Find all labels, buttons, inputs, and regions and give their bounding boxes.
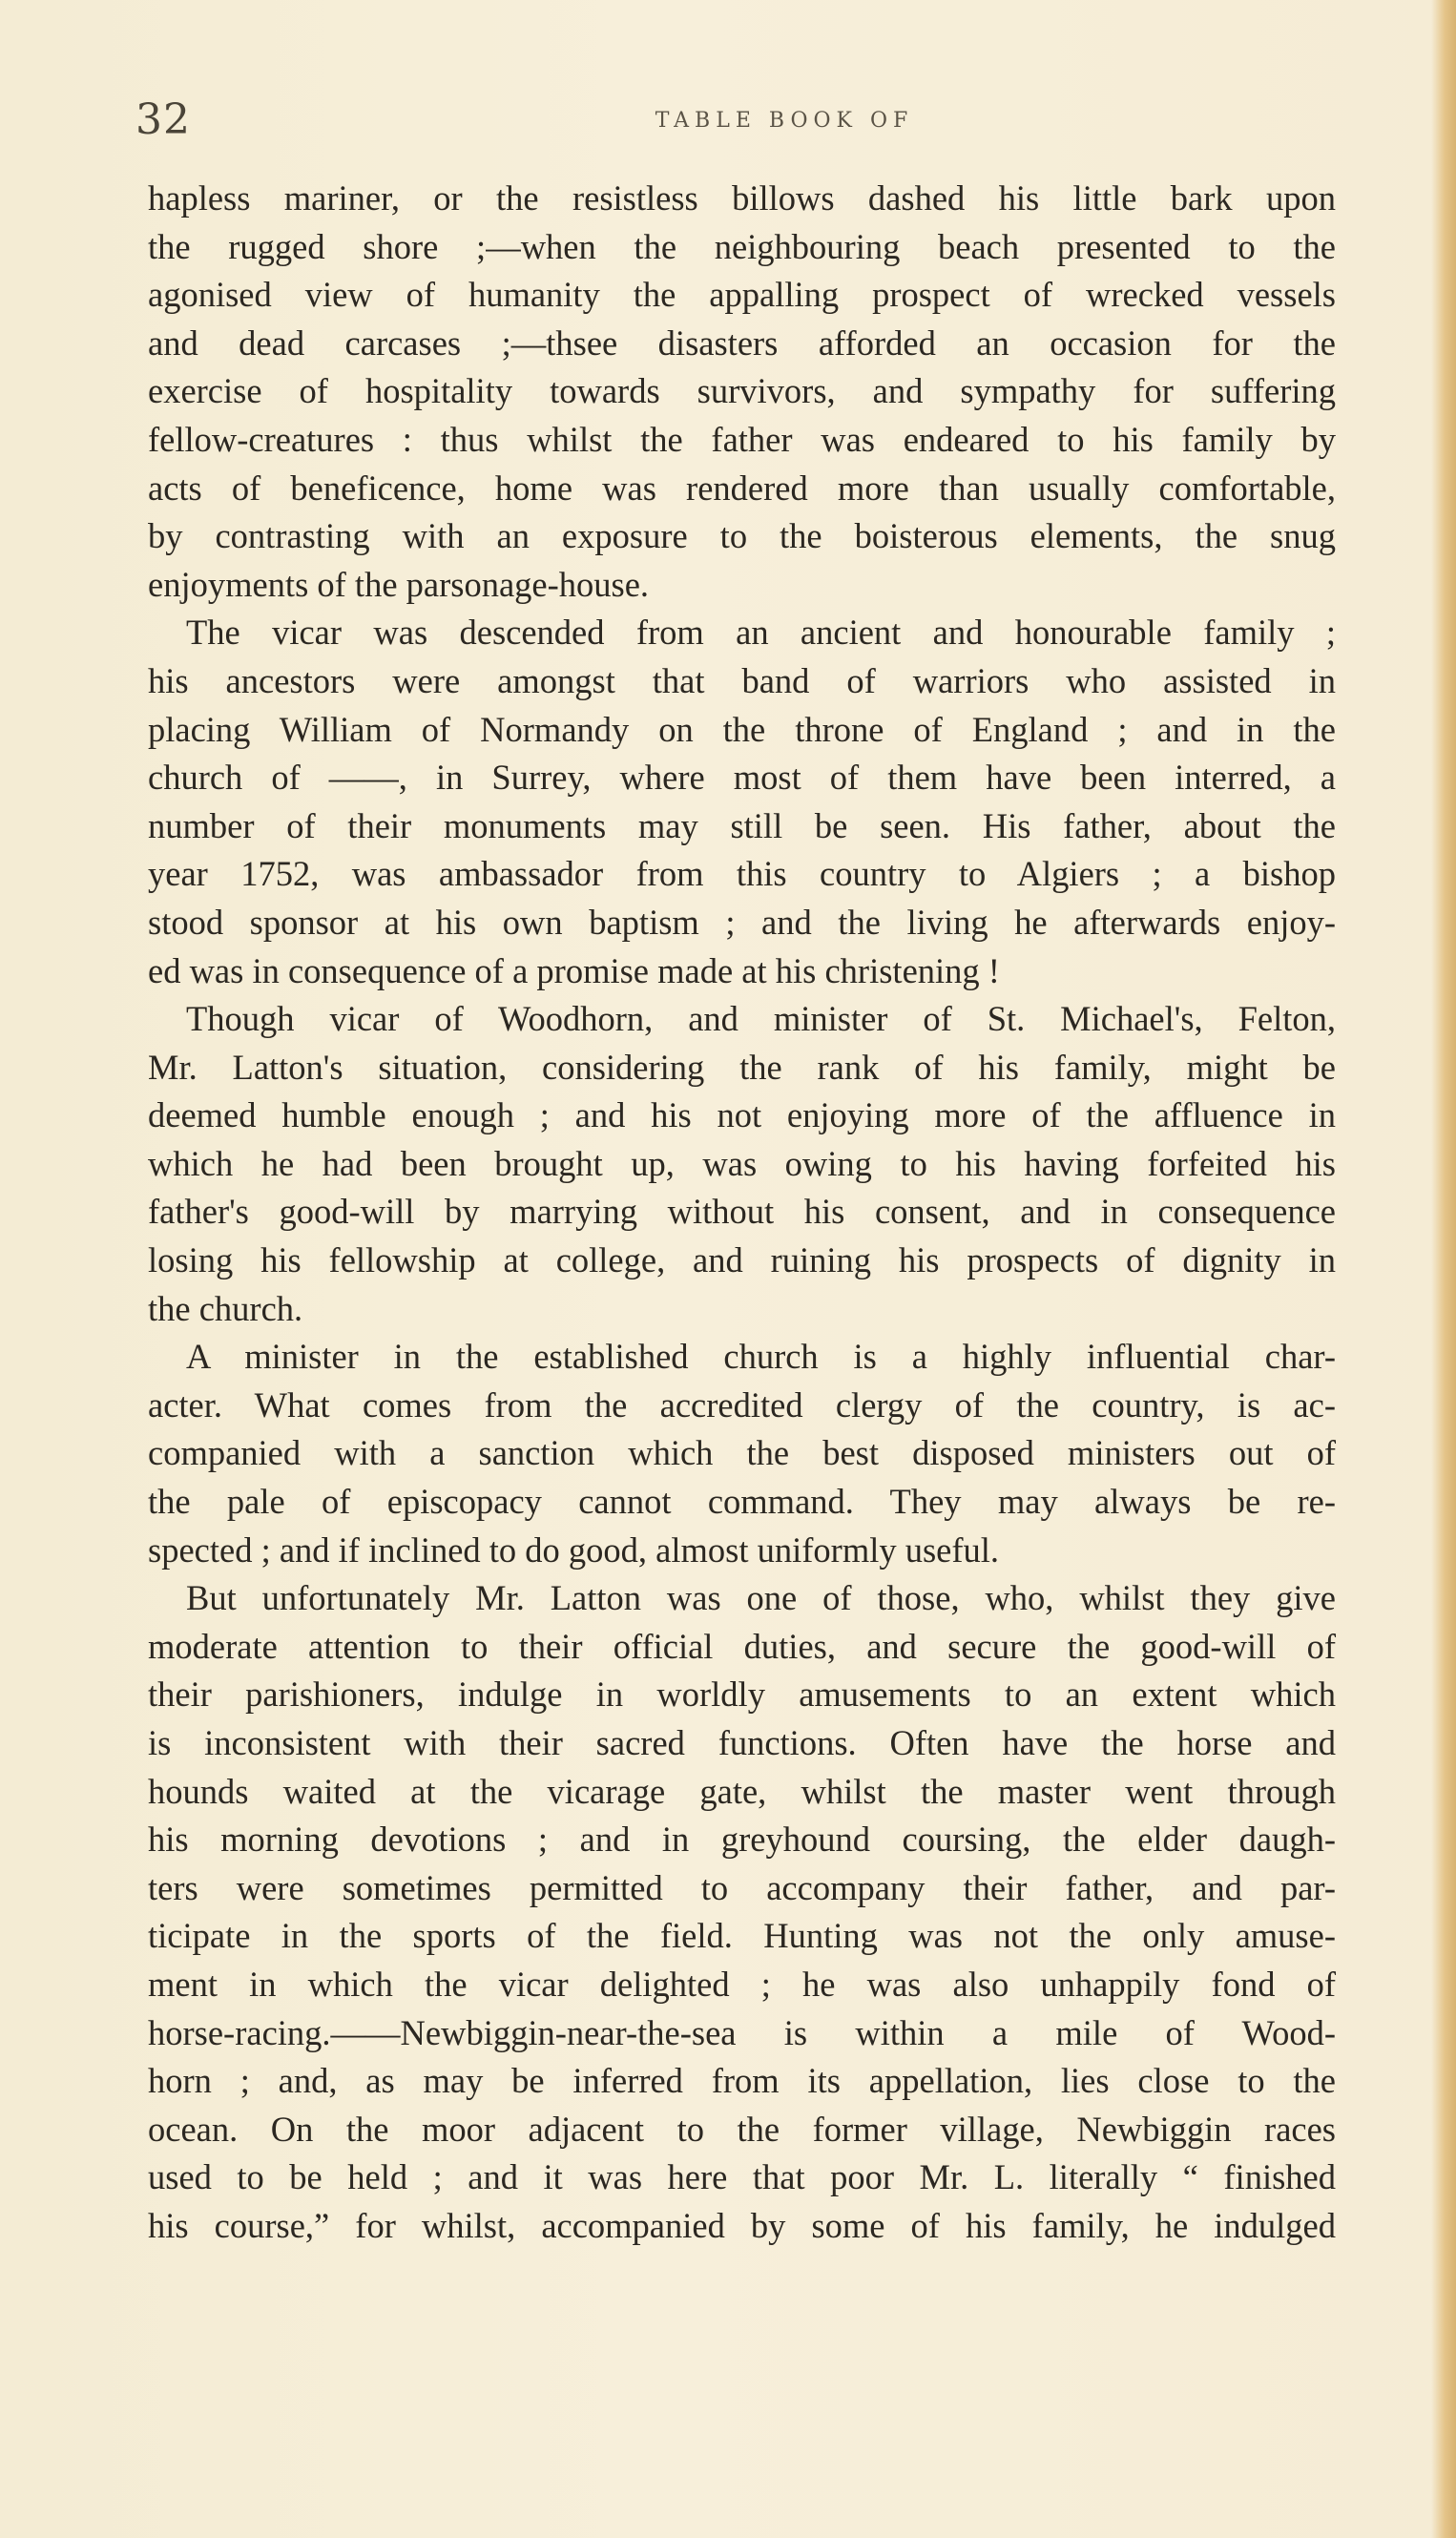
text-line: is inconsistent with their sacred functions. Often have the horse and (148, 1723, 1336, 1762)
text-line: enjoyments of the parsonage-house. (148, 564, 650, 604)
text-line: stood sponsor at his own baptism ; and the living he afterwards enjoy- (148, 902, 1336, 942)
text-line: agonised view of humanity the appalling prospect of wrecked vessels (148, 275, 1336, 315)
text-line: A minister in the established church is a highly influential char- (186, 1337, 1336, 1377)
text-line: the rugged shore ;—when the neighbouring beach presented to the (148, 226, 1336, 266)
text-line: ocean. On the moor adjacent to the former village, Newbiggin races (148, 2109, 1336, 2149)
text-line: spected ; and if inclined to do good, almost uniformly useful. (148, 1529, 1000, 1570)
text-line: ment in which the vicar delighted ; he was also unhappily fond of (148, 1964, 1336, 2004)
text-line: and dead carcases ;—thsee disasters afforded an occasion for the (148, 322, 1336, 363)
text-line: placing William of Normandy on the throne of England ; and in the (148, 709, 1336, 749)
text-line: The vicar was descended from an ancient and honourable family ; (186, 613, 1336, 653)
text-line: hapless mariner, or the resistless billows dashed his little bark upon (148, 178, 1336, 218)
text-line: horse-racing.——Newbiggin-near-the-sea is within a mile of Wood- (148, 2012, 1336, 2052)
text-line: his course,” for whilst, accompanied by some of his family, he indulged (148, 2205, 1336, 2245)
text-line: exercise of hospitality towards survivors, and sympathy for suffering (148, 371, 1336, 411)
text-line: ed was in consequence of a promise made at his christening ! (148, 950, 1000, 990)
running-head: TABLE BOOK OF (655, 109, 914, 133)
text-line: father's good-will by marrying without his consent, and in consequence (148, 1192, 1336, 1232)
text-line: deemed humble enough ; and his not enjoying more of the affluence in (148, 1095, 1336, 1135)
text-line: their parishioners, indulge in worldly amusements to an extent which (148, 1675, 1336, 1715)
page-header (135, 95, 1338, 153)
text-line: Though vicar of Woodhorn, and minister of St. Michael's, Felton, (186, 999, 1336, 1039)
text-line: his ancestors were amongst that band of warriors who assisted in (148, 660, 1336, 700)
text-line: ticipate in the sports of the field. Hunting was not the only amuse- (148, 1916, 1336, 1956)
page-number: 32 (135, 95, 191, 144)
text-line: hounds waited at the vicarage gate, whilst the master went through (148, 1771, 1336, 1811)
text-line: fellow-creatures : thus whilst the father was endeared to his family by (148, 419, 1336, 459)
text-line: losing his fellowship at college, and ruining his prospects of dignity in (148, 1240, 1336, 1280)
text-line: moderate attention to their official duties, and secure the good-will of (148, 1626, 1336, 1666)
page-edge-shading (1431, 0, 1456, 2538)
text-line: his morning devotions ; and in greyhound coursing, the elder daugh- (148, 1820, 1336, 1860)
text-line: ters were sometimes permitted to accompany their father, and par- (148, 1867, 1336, 1907)
body-text (148, 175, 1336, 2251)
text-line: the church. (148, 1288, 303, 1328)
text-line: But unfortunately Mr. Latton was one of those, who, whilst they give (186, 1578, 1336, 1618)
text-line: year 1752, was ambassador from this country to Algiers ; a bishop (148, 854, 1336, 894)
text-line: by contrasting with an exposure to the boisterous elements, the snug (148, 516, 1336, 556)
text-line: used to be held ; and it was here that poor Mr. L. literally “ finished (148, 2157, 1336, 2197)
text-line: Mr. Latton's situation, considering the rank of his family, might be (148, 1047, 1336, 1087)
text-line: number of their monuments may still be seen. His father, about the (148, 805, 1336, 845)
text-line: acter. What comes from the accredited clergy of the country, is ac- (148, 1384, 1336, 1425)
text-line: acts of beneficence, home was rendered more than usually comfortable, (148, 468, 1336, 508)
text-line: church of ——, in Surrey, where most of them have been interred, a (148, 758, 1336, 798)
text-line: companied with a sanction which the best disposed ministers out of (148, 1433, 1336, 1473)
text-line: the pale of episcopacy cannot command. They may always be re- (148, 1482, 1336, 1522)
text-line: horn ; and, as may be inferred from its appellation, lies close to the (148, 2061, 1336, 2101)
text-line: which he had been brought up, was owing to his having forfeited his (148, 1143, 1336, 1183)
